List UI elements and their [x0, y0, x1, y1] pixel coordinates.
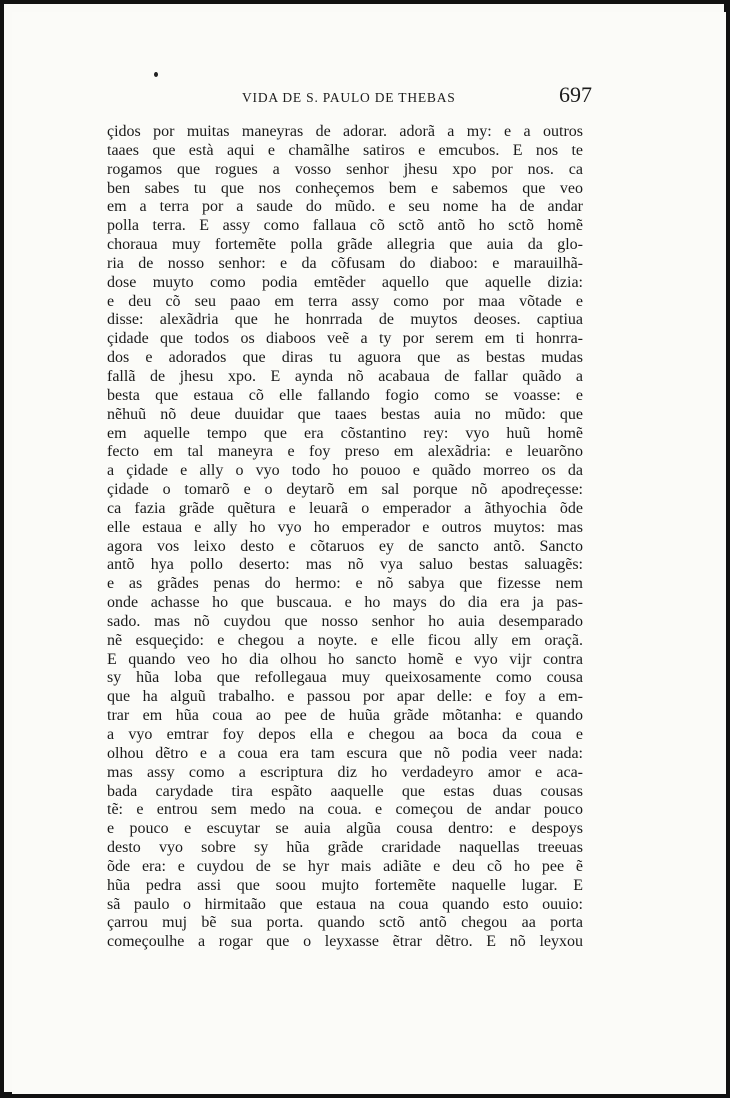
text-line: dos e adorados que diras tu aguora que as bestas mudas	[107, 349, 583, 367]
text-line: nẽ esqueçido: e chegou a noyte. e elle ficou ally em oraçã.	[107, 631, 583, 649]
text-line: rogamos que rogues a vosso senhor jhesu xpo por nos. ca	[107, 160, 583, 178]
text-line: a vyo emtrar foy depos ella e chegou aa boca da coua e	[107, 726, 583, 743]
text-line: sã paulo o hirmitaão que estaua na coua quando esto ouuio:	[107, 895, 583, 913]
text-line: taaes que està aqui e chamãlhe satiros e emcubos. E nos te	[107, 141, 583, 159]
text-line: olhou dẽtro e a coua era tam escura que nõ podia veer nada:	[107, 744, 583, 762]
text-line: que ha alguũ trabalho. e passou por apar delle: e foy a em-	[107, 688, 583, 706]
text-line: besta que estaua cõ elle fallando fogio como se voasse: e	[107, 386, 583, 404]
text-line: çidos por muitas maneyras de adorar. adorã a my: e a outros	[107, 123, 583, 140]
text-line: çidade que todos os diaboos veẽ a ty por serem em ti honrra-	[107, 330, 583, 348]
text-line: çidade o tomarõ e o deytarõ em sal porque nõ apodreçesse:	[107, 481, 583, 499]
text-line: antõ hya pollo deserto: mas nõ vya saluo bestas saluagẽs:	[107, 556, 583, 574]
ink-speck	[154, 72, 158, 77]
text-line: fecto em tal maneyra e foy preso em alexãdria: e leuarõno	[107, 443, 583, 461]
text-line: çarrou muj bẽ sua porta. quando sctõ antõ chegou aa porta	[107, 914, 583, 932]
text-line: em a terra por a saude do mũdo. e seu nome ha de andar	[107, 198, 583, 216]
page-number: 697	[559, 82, 592, 107]
text-line: fallã de jhesu xpo. E aynda nõ acabaua de fallar quãdo a	[107, 367, 583, 385]
text-line: polla terra. E assy como fallaua cõ sctõ antõ ho sctõ homẽ	[107, 217, 583, 235]
text-line: agora vos leixo desto e cõtaruos ey de sancto antõ. Sancto	[107, 537, 583, 555]
text-line: hũa pedra assi que soou mujto fortemẽte naquelle lugar. E	[107, 876, 583, 894]
text-line: e deu cõ seu paao em terra assy como por maa võtade e	[107, 292, 583, 310]
text-line: a çidade e ally o vyo todo ho pouoo e quãdo morreo os da	[107, 462, 583, 480]
body-text	[107, 123, 583, 952]
text-line: elle estaua e ally ho vyo ho emperador e outros muytos: mas	[107, 518, 583, 536]
text-line: nẽhuũ nõ deue duuidar que taaes bestas auia no mũdo: que	[107, 405, 583, 423]
text-line: tẽ: e entrou sem medo na coua. e começou de andar pouco	[107, 801, 583, 819]
text-line: trar em hũa coua ao pee de huũa grãde mõtanha: e quando	[107, 707, 583, 725]
text-line: ca fazia grãde quẽtura e leuarã o emperador a ãthyochia õde	[107, 499, 583, 517]
text-line: disse: alexãdria que he honrrada de muytos deoses. captiua	[107, 311, 583, 329]
text-line: E quando veo ho dia olhou ho sancto homẽ e vyo vijr contra	[107, 650, 583, 668]
text-line: mas assy como a escriptura diz ho verdadeyro amor e aca-	[107, 763, 583, 781]
page-header	[100, 82, 592, 112]
running-title: VIDA DE S. PAULO DE THEBAS	[242, 90, 456, 105]
text-line: choraua muy fortemẽte polla grãde allegria que auia da glo-	[107, 236, 583, 254]
text-line: e pouco e escuytar se auia algũa cousa dentro: e despoys	[107, 820, 583, 838]
text-line: sy hũa loba que refollegaua muy queixosamente como cousa	[107, 669, 583, 687]
text-line: sado. mas nõ cuydou que nosso senhor ho auia desemparado	[107, 612, 583, 630]
text-line: õde era: e cuydou de se hyr mais adiãte e deu cõ ho pee ẽ	[107, 857, 583, 875]
text-line: bada carydade tira espãto aaquelle que estas duas cousas	[107, 782, 583, 800]
text-line: começoulhe a rogar que o leyxasse ẽtrar dẽtro. E nõ leyxou	[107, 933, 583, 951]
text-line: ria de nosso senhor: e da cõfusam do diaboo: e marauilhã-	[107, 254, 583, 272]
text-line: em aquelle tempo que era cõstantino rey: vyo huũ homẽ	[107, 424, 583, 442]
text-line: ben sabes tu que nos conheçemos bem e sabemos que veo	[107, 179, 583, 197]
text-line: desto vyo sobre sy hũa grãde craridade naquellas treeuas	[107, 839, 583, 857]
text-line: onde achasse ho que buscaua. e ho mays do dia era ja pas-	[107, 594, 583, 612]
text-line: e as grãdes penas do hermo: e nõ sabya que fizesse nem	[107, 575, 583, 593]
text-line: dose muyto como podia emtẽder aquello que aquelle dizia:	[107, 273, 583, 291]
